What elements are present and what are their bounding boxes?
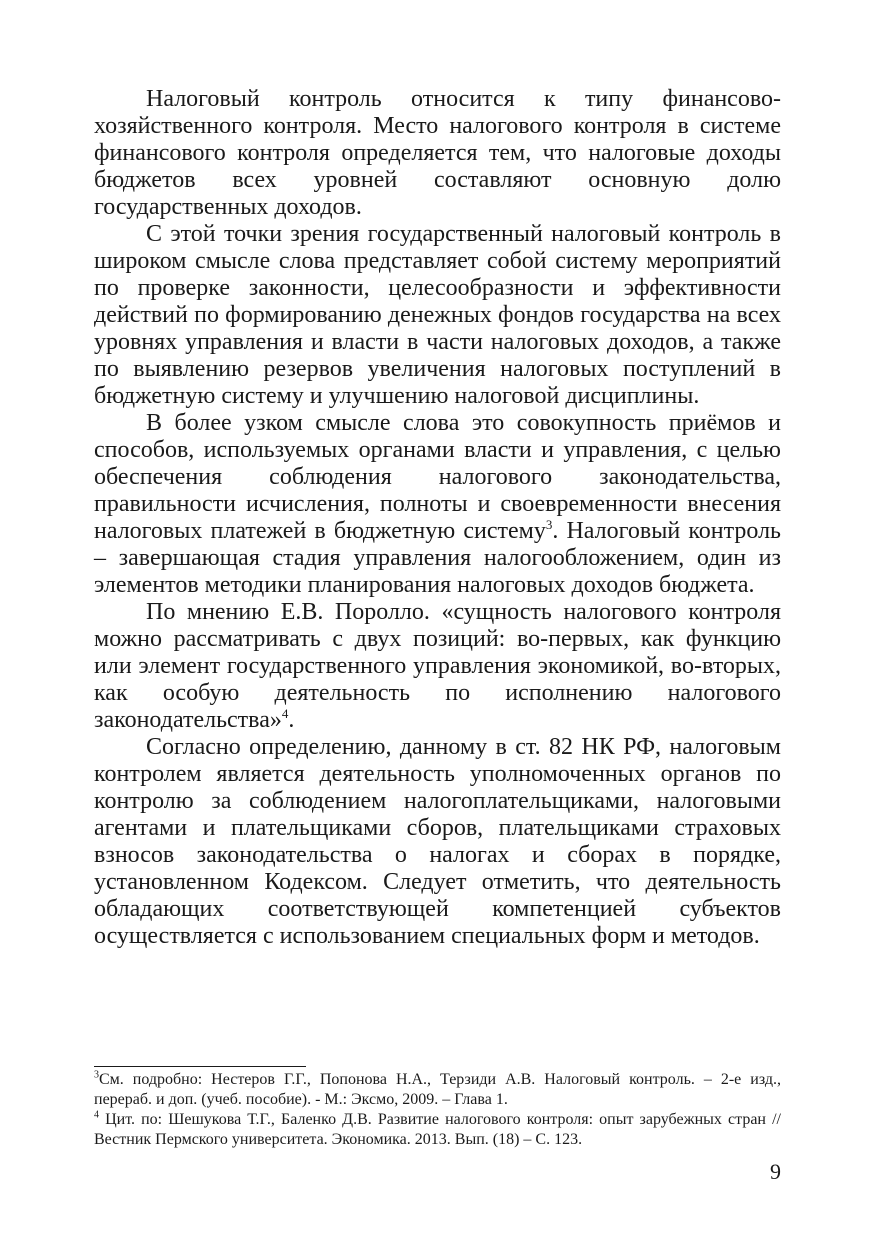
paragraph-4 bbox=[94, 599, 781, 734]
paragraph-3-text-after: . Налоговый контроль – завершающая стадия управления налогообложением, один из элементов методики планирования налоговых доходов бюджета. bbox=[94, 518, 781, 598]
page-number: 9 bbox=[770, 1159, 781, 1184]
paragraph-3 bbox=[94, 410, 781, 599]
footnote-4 bbox=[94, 1110, 781, 1150]
body-text bbox=[94, 86, 781, 950]
footnote-marker-3: 3 bbox=[94, 1069, 99, 1081]
footnotes bbox=[94, 1070, 781, 1150]
footnote-divider bbox=[94, 1066, 306, 1067]
footnote-3 bbox=[94, 1070, 781, 1110]
paragraph-4-text-after: . bbox=[288, 707, 295, 733]
paragraph-2 bbox=[94, 221, 781, 410]
footnote-4-text: Цит. по: Шешукова Т.Г., Баленко Д.В. Развитие налогового контроля: опыт зарубежных стран //Вестник Пермского университета. Экономика. 2013. Вып. (18) – С. 123. bbox=[94, 1111, 781, 1148]
footnote-ref-3: 3 bbox=[545, 517, 553, 532]
paragraph-2-text: С этой точки зрения государственный налоговый контроль в широком смысле слова представляет собой систему мероприятий по проверке законности, целесообразности и эффективности действий по формированию денежных фондов государства на всех уровнях управления и власти в части налоговых доходов, а также по выявлению резервов увеличения налоговых поступлений в бюджетную систему и улучшению налоговой дисциплины. bbox=[94, 221, 781, 409]
paragraph-5 bbox=[94, 734, 781, 950]
footnote-marker-4: 4 bbox=[94, 1109, 99, 1121]
paragraph-5-text: Согласно определению, данному в ст. 82 НК РФ, налоговым контролем является деятельность уполномоченных органов по контролю за соблюдением налогоплательщиками, налоговыми агентами и плательщиками сборов, плательщиками страховых взносов законодательства о налогах и сборах в порядке, установленном Кодексом. Следует отметить, что деятельность обладающих соответствующей компетенцией субъектов осуществляется с использованием специальных форм и методов. bbox=[94, 734, 781, 949]
paragraph-1-text: Налоговый контроль относится к типу финансово-хозяйственного контроля. Место налогового контроля в системе финансового контроля определяется тем, что налоговые доходы бюджетов всех уровней составляют основную долю государственных доходов. bbox=[94, 86, 781, 220]
paragraph-3-text-before: В более узком смысле слова это совокупность приёмов и способов, используемых органами власти и управления, с целью обеспечения соблюдения налогового законодательства, правильности исчисления, полноты и своевременности внесения налоговых платежей в бюджетную систему bbox=[94, 410, 781, 544]
footnote-3-text: См. подробно: Нестеров Г.Г., Попонова Н.А., Терзиди А.В. Налоговый контроль. – 2-е изд., перераб. и доп. (учеб. пособие). - М.: Эксмо, 2009. – Глава 1. bbox=[94, 1071, 781, 1108]
footnote-ref-4: 4 bbox=[281, 706, 289, 721]
paragraph-1 bbox=[94, 86, 781, 221]
paragraph-4-text-before: По мнению Е.В. Поролло. «сущность налогового контроля можно рассматривать с двух позиций: во-первых, как функцию или элемент государственного управления экономикой, во-вторых, как особую деятельность по исполнению налогового законодательства» bbox=[94, 599, 781, 733]
